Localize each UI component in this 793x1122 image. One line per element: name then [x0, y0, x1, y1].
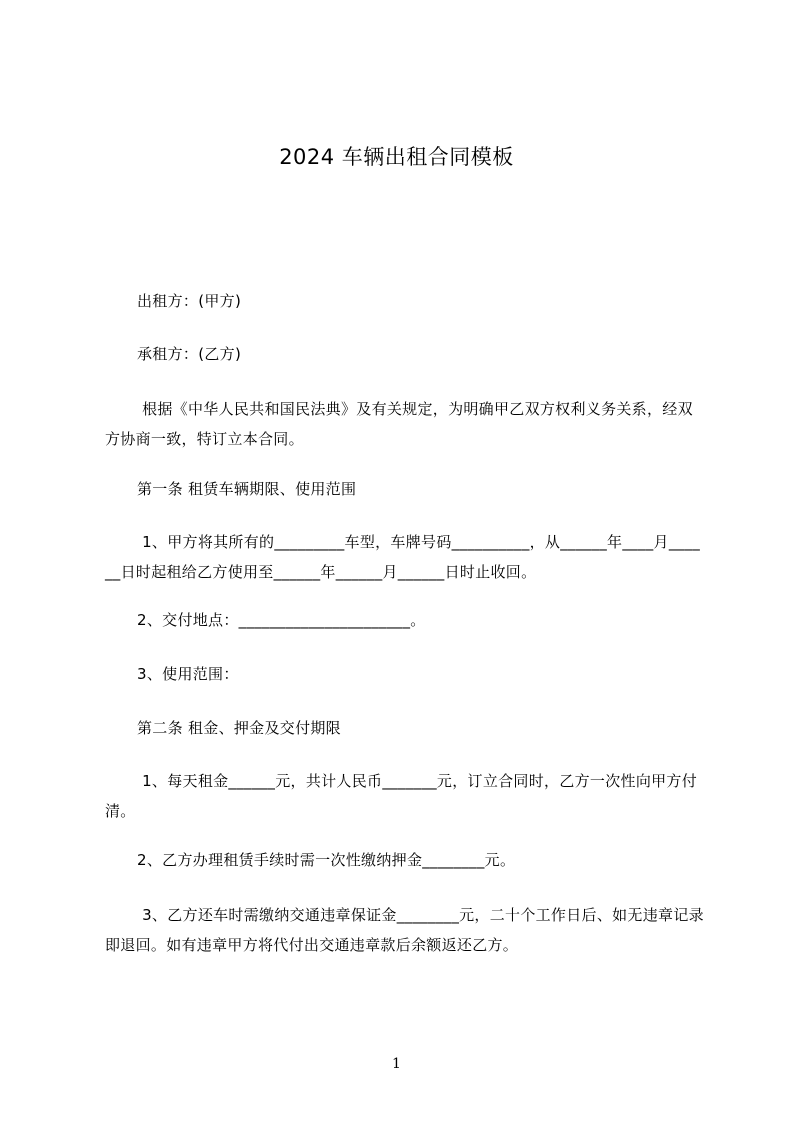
- article1-item1: 1、甲方将其所有的_________车型，车牌号码__________，从______年____月______日时起租给乙方使用至______年______月______日时止收回。: [105, 533, 701, 581]
- article1-item2: 2、交付地点：______________________。: [137, 611, 426, 629]
- lessor-line: 出租方：(甲方): [137, 292, 242, 310]
- article2-heading: 第二条 租金、押金及交付期限: [137, 719, 341, 737]
- document-title: 2024 车辆出租合同模板: [279, 145, 514, 169]
- article2-item2: 2、乙方办理租赁手续时需一次性缴纳押金________元。: [137, 851, 516, 869]
- lessee-line: 承租方：(乙方): [137, 345, 242, 363]
- article2-item1: 1、每天租金______元，共计人民币_______元，订立合同时，乙方一次性向甲方付清。: [105, 772, 698, 820]
- page-number: 1: [392, 1056, 401, 1072]
- preamble-paragraph: 根据《中华人民共和国民法典》及有关规定，为明确甲乙双方权利义务关系，经双方协商一致，特订立本合同。: [105, 400, 693, 448]
- article2-item3: 3、乙方还车时需缴纳交通违章保证金________元，二十个工作日后、如无违章记录即退回。如有违章甲方将代付出交通违章款后余额返还乙方。: [105, 906, 704, 954]
- article1-item3: 3、使用范围：: [137, 665, 239, 683]
- article1-heading: 第一条 租赁车辆期限、使用范围: [137, 480, 357, 498]
